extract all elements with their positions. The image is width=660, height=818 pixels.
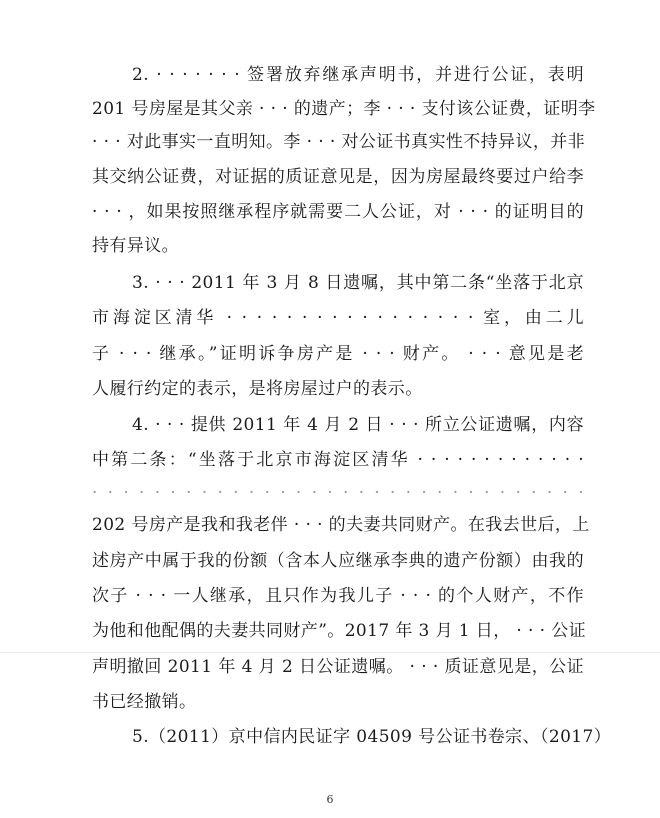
text-line-17: 为他和他配偶的夫妻共同财产”。2017 年 3 月 1 日， · · · 公证 [92, 621, 587, 641]
text-line-19: 书已经撤销。 [92, 692, 197, 712]
text-line-16: 次子 · · · 一人继承，且只作为我儿子 · · · 的个人财产，不作 [92, 586, 584, 606]
text-line-2: 201 号房屋是其父亲 · · · 的遗产；李 · · · 支付该公证费，证明李 [92, 99, 596, 119]
text-line-15: 述房产中属于我的份额（含本人应继承李典的遗产份额）由我的 [92, 551, 584, 571]
text-line-18: 声明撤回 2011 年 4 月 2 日公证遗嘱。 · · · 质证意见是，公证 [92, 657, 584, 677]
text-line-11: 4. · · · 提供 2011 年 4 月 2 日 · · · 所立公证遗嘱，内容 [132, 415, 584, 435]
text-line-6: 持有异议。 [92, 236, 179, 256]
text-line-1: 2. · · · · · · · 签署放弃继承声明书，并进行公证，表明 [132, 65, 584, 85]
text-line-3: · · · 对此事实一直明知。李 · · · 对公证书真实性不持异议，并非 [92, 132, 586, 152]
text-line-13: · · · · · · · · · · · · · · · · · · · · · · · · · · · · · · · · [92, 483, 584, 503]
text-line-10: 人履行约定的表示，是将房屋过户的表示。 [92, 379, 423, 399]
text-line-9: 子 · · · 继承。”证明诉争房产是 · · · 财产。 · · · 意见是老 [92, 344, 584, 364]
text-line-5: · · · ，如果按照继承程序就需要二人公证，对 · · · 的证明目的 [92, 202, 584, 222]
text-line-14: 202 号房产是我和我老伴 · · · 的夫妻共同财产。在我去世后，上 [92, 515, 590, 535]
page-number: 6 [326, 793, 334, 806]
text-line-20: 5.（2011）京中信内民证字 04509 号公证书卷宗、（2017） [132, 727, 612, 747]
text-line-8: 市海淀区清华 · · · · · · · · · · · · · · · · · 室，由二儿 [92, 308, 584, 328]
text-line-7: 3. · · · 2011 年 3 月 8 日遗嘱，其中第二条“坐落于北京 [132, 273, 584, 293]
text-line-12: 中第二条：“坐落于北京市海淀区清华 · · · · · · · · · · · · · [92, 450, 584, 470]
text-line-4: 其交纳公证费，对证据的质证意见是，因为房屋最终要过户给李 [92, 167, 584, 187]
